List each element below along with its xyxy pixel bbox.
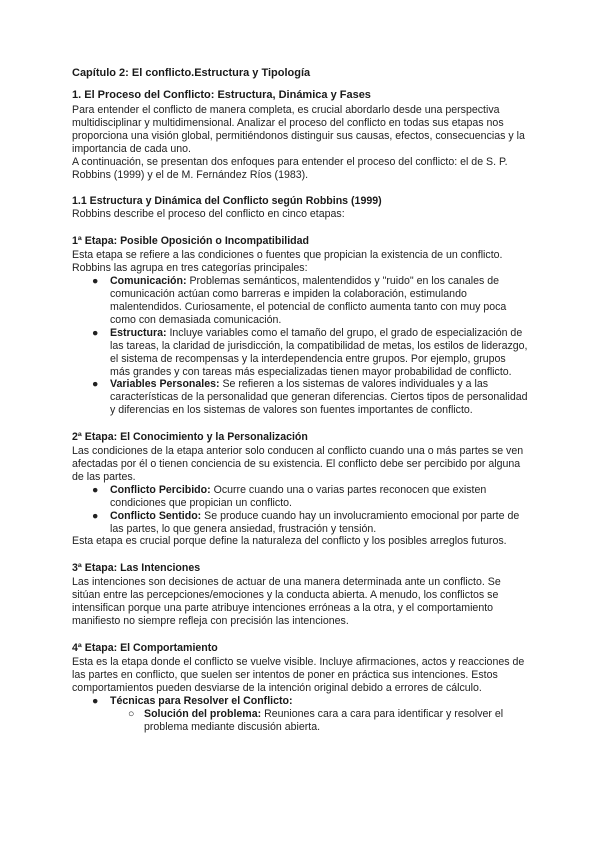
- stage-2-heading: 2ª Etapa: El Conocimiento y la Personalización: [72, 431, 308, 444]
- list-item-term: Estructura:: [110, 326, 167, 339]
- section-1-heading: 1. El Proceso del Conflicto: Estructura, Dinámica y Fases: [72, 89, 371, 101]
- list-item-text: Se produce cuando hay un involucramiento emocional por parte de las partes, lo que genera ansiedad, frustración y tensión.: [110, 509, 520, 535]
- list-item-text: Problemas semánticos, malentendidos y "ruido" en los canales de comunicación actúan como barreras e impiden la colaboración, estimulando malentendidos. Curiosamente, el potencial de conflicto aumenta tanto con muy poca como con demasiada comunicación.: [110, 275, 507, 326]
- stage-4-text: Esta es la etapa donde el conflicto se vuelve visible. Incluye afirmaciones, actos y reacciones de las partes en conflicto, que suelen ser intentos de poner en práctica sus intenciones. Estos comportamientos pueden desviarse de la intención original debido a errores de cálculo.: [72, 656, 525, 694]
- stage-3-text: Las intenciones son decisiones de actuar de una manera determinada ante un conflicto. Se sitúan entre las percepciones/emociones y la conducta abierta. A menudo, los conflictos se intensifican porque una parte atribuye intenciones erróneas a la otra, y el comportamiento manifiesto no siempre refleja con precisión las intenciones.: [72, 576, 501, 628]
- bullet-icon: ●: [92, 378, 99, 391]
- section-1-followup: A continuación, se presentan dos enfoques para entender el proceso del conflicto: el de S. P. Robbins (1999) y el de M. Fernández Ríos (1983).: [72, 155, 508, 181]
- list-item-text: Reuniones cara a cara para identificar y resolver el problema mediante discusión abierta.: [144, 707, 504, 733]
- section-1-1-intro: Robbins describe el proceso del conflicto en cinco etapas:: [72, 208, 345, 221]
- list-item-term: Solución del problema:: [144, 707, 262, 720]
- bullet-icon: ●: [92, 483, 99, 496]
- stage-1-heading: 1ª Etapa: Posible Oposición o Incompatibilidad: [72, 235, 310, 248]
- stage-1-list: [72, 275, 528, 417]
- list-item-text: Incluye variables como el tamaño del grupo, el grado de especialización de las tareas, la claridad de jurisdicción, la compatibilidad de metas, los estilos de liderazgo, el sistema de recompensas y la interdependencia entre grupos. Por ejemplo, grupos más grandes y con tareas más especializadas tienen mayor probabilidad de conflicto.: [110, 326, 528, 378]
- techniques-list: [72, 708, 528, 734]
- list-item-text: Ocurre cuando una o varias partes reconocen que existen condiciones que propician un conflicto.: [110, 483, 487, 509]
- list-item: [72, 708, 528, 734]
- stage-4-list: [72, 695, 528, 734]
- list-item-text: Se refieren a los sistemas de valores individuales y a las características de la personalidad que generan diferencias. Ciertos tipos de personalidad y diferencias en los sistemas de valores son fuentes importantes de conflicto.: [110, 378, 528, 417]
- bullet-icon: ●: [92, 694, 99, 707]
- stage-2-intro: Las condiciones de la etapa anterior solo conducen al conflicto cuando una o más partes se ven afectadas por él o tienen conciencia de su existencia. El conflicto debe ser percibido por alguna de las partes.: [72, 445, 524, 483]
- list-item: [72, 695, 528, 734]
- list-item-term: Comunicación:: [110, 275, 187, 288]
- document-body: [72, 66, 528, 733]
- stage-2-closing: Esta etapa es crucial porque define la naturaleza del conflicto y los posibles arreglos futuros.: [72, 535, 507, 548]
- hollow-bullet-icon: ○: [128, 707, 135, 720]
- stage-3-heading: 3ª Etapa: Las Intenciones: [72, 562, 201, 575]
- section-1-1-heading: 1.1 Estructura y Dinámica del Conflicto según Robbins (1999): [72, 195, 382, 208]
- chapter-title: Capítulo 2: El conflicto.Estructura y Tipología: [72, 67, 311, 79]
- stage-2-list: [72, 484, 528, 536]
- techniques-heading: Técnicas para Resolver el Conflicto:: [110, 694, 293, 707]
- stage-4-heading: 4ª Etapa: El Comportamiento: [72, 642, 218, 654]
- list-item: [72, 378, 528, 417]
- section-1-intro: Para entender el conflicto de manera completa, es crucial abordarlo desde una perspectiva multidisciplinar y multidimensional. Analizar el proceso del conflicto en todas sus etapas nos proporciona una visión global, permitiéndonos distinguir sus causas, efectos, consecuencias y la importancia de cada uno.: [72, 104, 525, 155]
- bullet-icon: ●: [92, 326, 99, 339]
- list-item: [72, 327, 528, 379]
- list-item-term: Variables Personales:: [110, 378, 220, 391]
- list-item-term: Conflicto Percibido:: [110, 483, 211, 496]
- list-item-term: Conflicto Sentido:: [110, 509, 202, 522]
- stage-1-intro: Esta etapa se refiere a las condiciones o fuentes que propician la existencia de un conflicto. Robbins las agrupa en tres categorías principales:: [72, 249, 503, 275]
- bullet-icon: ●: [92, 275, 99, 288]
- list-item: [72, 275, 528, 327]
- list-item: [72, 484, 528, 510]
- bullet-icon: ●: [92, 509, 99, 522]
- list-item: [72, 510, 528, 536]
